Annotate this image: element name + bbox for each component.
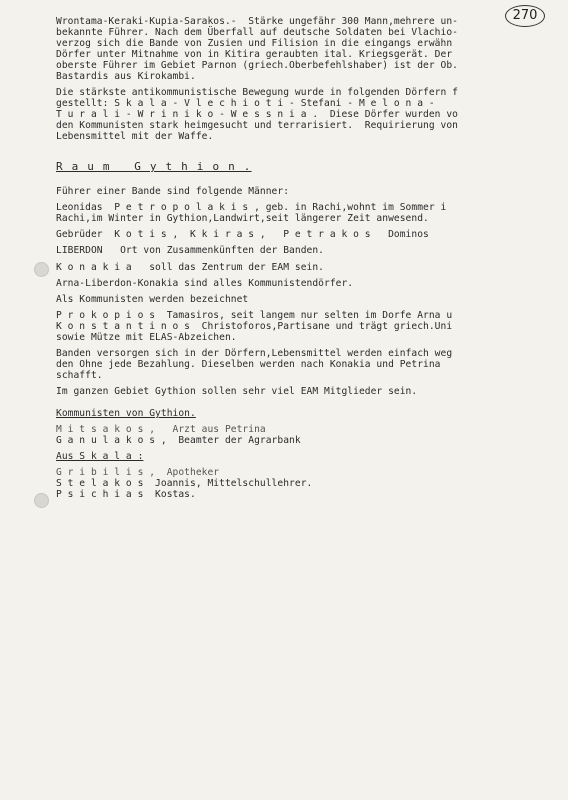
text-line: K o n a k i a soll das Zentrum der EAM sein. (56, 262, 324, 273)
text-line: bekannte Führer. Nach dem Überfall auf deutsche Soldaten bei Vlachio- (56, 27, 458, 38)
text-line: Dörfer unter Mitnahme von in Kitira geraubten ital. Kriegsgerät. Der (56, 49, 453, 60)
text-line: den Kommunisten stark heimgesucht und terrarisiert. Requirierung von (56, 120, 458, 131)
text-line: sowie Mütze mit ELAS-Abzeichen. (56, 332, 237, 343)
punch-hole (34, 262, 49, 277)
text-line: Die stärkste antikommunistische Bewegung wurde in folgenden Dörfern f (56, 87, 458, 98)
section-heading: R a u m G y t h i o n . (56, 160, 252, 173)
section-heading: Aus S k a l a : (56, 451, 144, 462)
text-line: T u r a l i - W r i n i k o - W e s s n i a . Diese Dörfer wurden vo (56, 109, 458, 120)
text-line: LIBERDON Ort von Zusammenkünften der Banden. (56, 245, 324, 256)
section-heading: Kommunisten von Gythion. (56, 408, 196, 419)
text-line: G r i b i l i s , Apotheker (56, 467, 220, 478)
text-line: G a n u l a k o s , Beamter der Agrarbank (56, 435, 301, 446)
text-line: Führer einer Bande sind folgende Männer: (56, 186, 290, 197)
text-line: Wrontama-Keraki-Kupia-Sarakos.- Stärke ungefähr 300 Mann,mehrere un- (56, 16, 458, 27)
text-line: M i t s a k o s , Arzt aus Petrina (56, 424, 266, 435)
text-line: S t e l a k o s Joannis, Mittelschullehrer. (56, 478, 313, 489)
text-line: Bastardis aus Kirokambi. (56, 71, 196, 82)
text-line: K o n s t a n t i n o s Christoforos,Partisane und trägt griech.Uni (56, 321, 453, 332)
text-line: Im ganzen Gebiet Gythion sollen sehr viel EAM Mitglieder sein. (56, 386, 418, 397)
text-line: den Ohne jede Bezahlung. Dieselben werden nach Konakia und Petrina (56, 359, 441, 370)
text-line: Leonidas P e t r o p o l a k i s , geb. in Rachi,wohnt im Sommer i (56, 202, 447, 213)
text-line: Gebrüder K o t i s , K k i r a s , P e t r a k o s Dominos (56, 229, 429, 240)
text-line: schafft. (56, 370, 103, 381)
text-line: Als Kommunisten werden bezeichnet (56, 294, 249, 305)
punch-hole (34, 493, 49, 508)
page-number: 270 (505, 5, 545, 27)
text-line: Arna-Liberdon-Konakia sind alles Kommunistendörfer. (56, 278, 354, 289)
text-line: gestellt: S k a l a - V l e c h i o t i - Stefani - M e l o n a - (56, 98, 435, 109)
text-line: verzog sich die Bande von Zusien und Filision in die eingangs erwähn (56, 38, 453, 49)
text-line: P s i c h i a s Kostas. (56, 489, 196, 500)
text-line: Banden versorgen sich in der Dörfern,Lebensmittel werden einfach weg (56, 348, 453, 359)
text-line: Rachi,im Winter in Gythion,Landwirt,seit längerer Zeit anwesend. (56, 213, 429, 224)
text-line: P r o k o p i o s Tamasiros, seit langem nur selten im Dorfe Arna u (56, 310, 453, 321)
text-line: Lebensmittel mit der Waffe. (56, 131, 214, 142)
text-line: oberste Führer im Gebiet Parnon (griech.Oberbefehlshaber) ist der Ob. (56, 60, 458, 71)
